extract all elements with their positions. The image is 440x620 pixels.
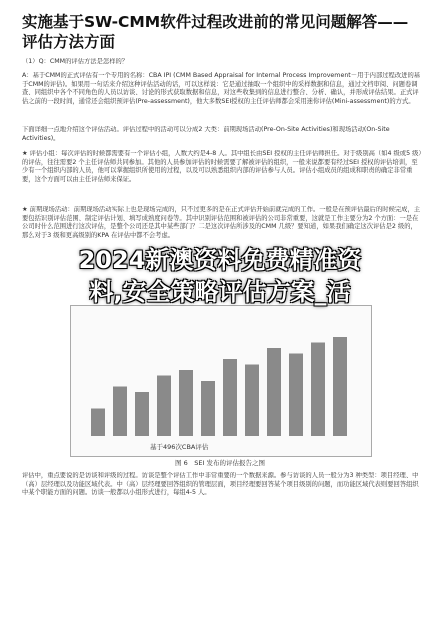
chart-bar <box>179 370 193 436</box>
chart-svg <box>71 306 371 456</box>
banner-line-1: 2024新澳资料免费精准资 <box>78 246 362 274</box>
chart-bar <box>201 381 215 436</box>
chart-bar <box>223 359 237 436</box>
overlay-banner <box>0 240 440 312</box>
chart-footnote: 基于496次CBA评估 <box>150 443 209 451</box>
paragraph-4: ★ 评估小组：每次评估的时候都需要有一个评估小组，人数大约是4-8 人。其中组长由SEI 授权的主任评估师担任。对于级别高（如4 级或5 级）的评估，往往需要2 个主任评估师共同参加。其他的人员参加评估的时候需要了解被评估的组织，一般来说都要有经过SEI 授权的评估培训，至少有一个组织内部的人员，他可以掌握组织所使用的过程，以及可以熟悉组织内部的评估参与人员。评估小组成员的组成和职责的确定非常重要，这个方面可以由主任评估师来保证。 <box>22 150 422 183</box>
banner-line-2: 料,安全策略评估方案_活 <box>89 278 351 306</box>
paragraph-1: （1）Q：CMM的评估方法是怎样的？ <box>22 58 129 65</box>
chart-bar <box>245 365 259 437</box>
chart-caption: 图 6 SEI 发布的评估报告之图 <box>175 459 265 467</box>
chart-bar <box>157 376 171 437</box>
chart-bar <box>289 354 303 437</box>
chart-bar <box>333 337 347 436</box>
chart-bar <box>91 409 105 437</box>
paragraph-3: 下面详细一点地介绍这个评估活动。评估过程中的活动可以分成2 大类：前期现场活动(Pre-On-Site Activities)和现场活动(On-Site Activities)。 <box>22 126 392 142</box>
chart-bar <box>113 387 127 437</box>
chart-bar <box>135 392 149 436</box>
chart-figure <box>70 305 372 457</box>
paragraph-5: ★ 前期现场活动：前期现场活动实际上也是现场完成的，只不过更多的是在正式评估开始前就完成的工作。一般是在预评估最后的时候完成，主要包括识别评估范围、制定评估计划、填写成熟度问卷等。其中识别评估范围和被评估的公司非常重要，这就是工作主要分为2 个方面：一是在公司时什么范围进行这次评估，是整个公司还是其中某些部门？二是这次评估所涉及的CMM 几级？要知道，如果我们确定这次评估是2 级的，那么对于3 级和更高级别的KPA 在评估中都不会考虑。 <box>22 206 421 239</box>
paragraph-2: A：基于CMM的正式评估有一个专用的名称：CBA IPI (CMM Based Appraisal for Internal Process Improvement－用于内部过程改进的基于CMM的评估)。如果用一句话来介绍这种评估活动的话，可以这样说：它是通过抽取一个组织中的采样数据和信息，通过文档审阅、问题卷调查、同组织中各个不同角色的人员以访谈、讨论的形式获取数据和信息，对这些收集到的信息进行整合、分析、确认，并形成评估结果。正式评估之前的一段时间，通常还会组织预评估(Pre-assessment)，他大多数SEI授权的主任评估师都会采用迷你评估(Mini-assessment)的方式。 <box>22 72 421 105</box>
chart-bar <box>267 348 281 436</box>
page-title: 实施基于SW-CMM软件过程改进前的常见问题解答——评估方法方面 <box>22 13 409 51</box>
chart-bar <box>311 343 325 437</box>
paragraph-6: 评估中，重点要说的是访谈和评级的过程。访谈是整个评估工作中非常重要的一个数据来源。参与访谈的人员一般分为3 种类型：项目经理、中（高）层经理以及功能区域代表。中（高）层经理要回答组织的管理层面，项目经理要回答某个项目级别的问题，而功能区域代表则要回答组织中某个职能方面的问题。访谈一般都以小组形式进行，每组4-5 人。 <box>22 472 419 497</box>
